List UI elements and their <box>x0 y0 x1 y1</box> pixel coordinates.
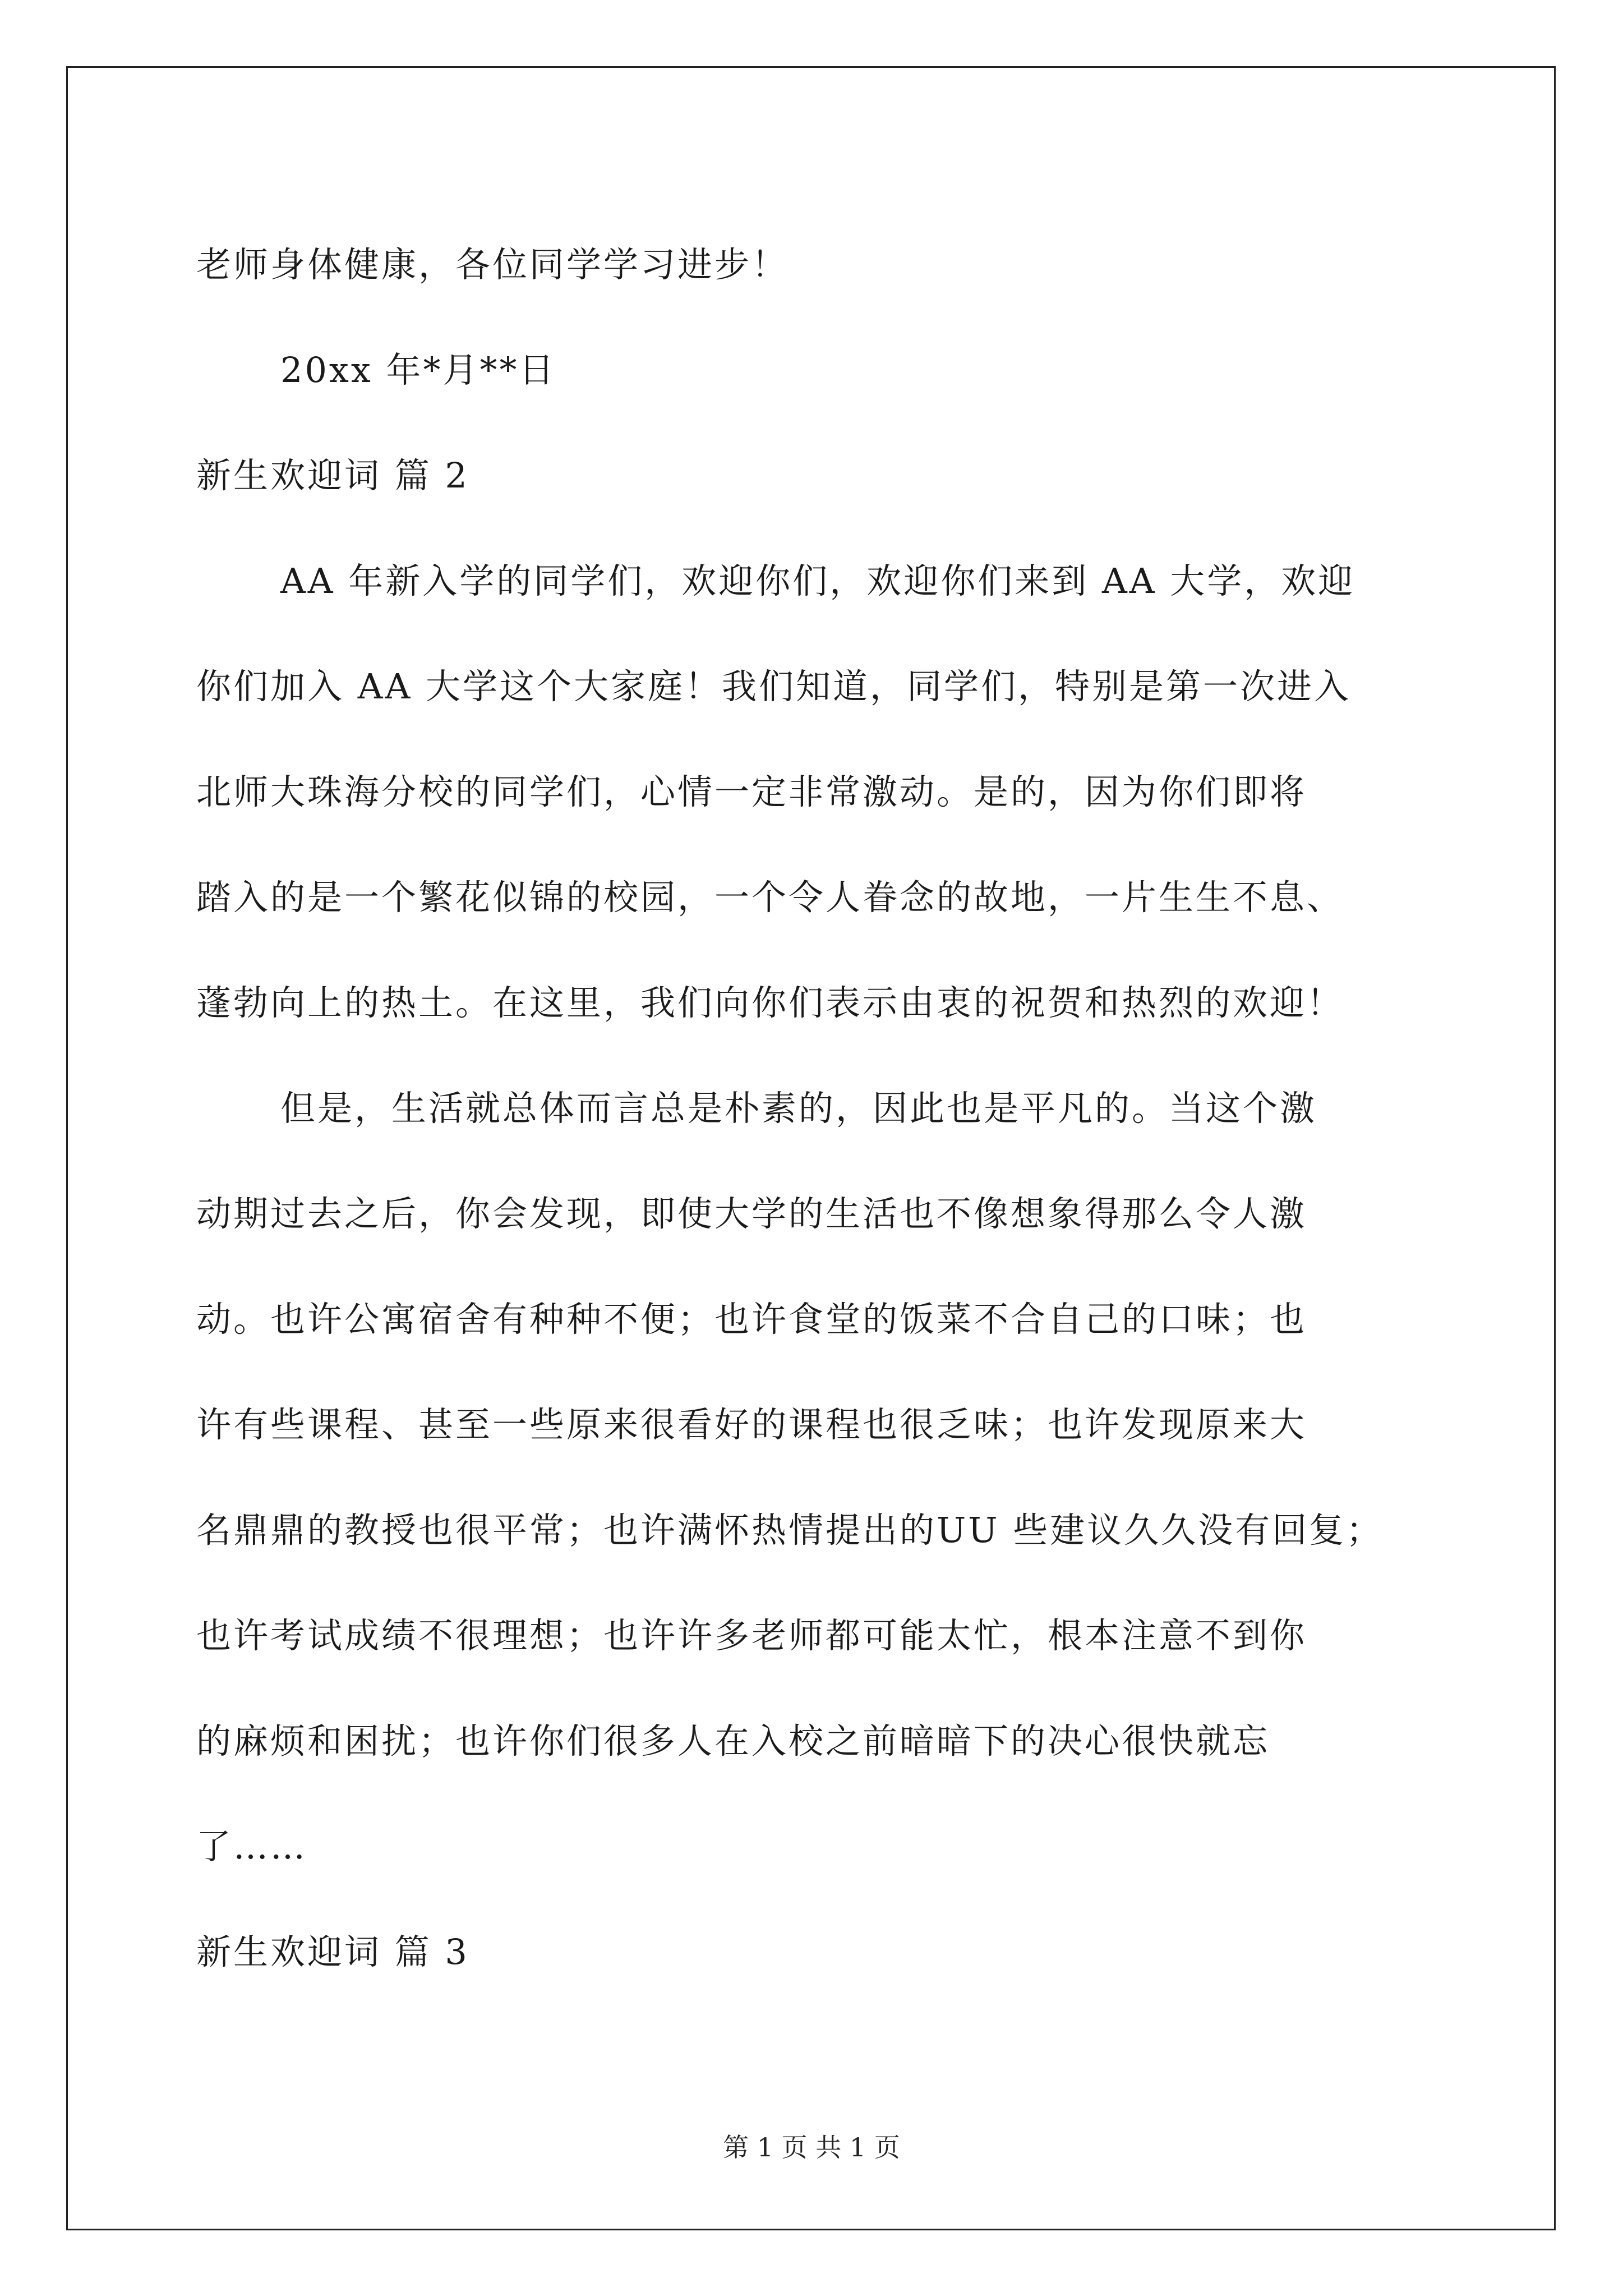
text-line: 你们加入 AA 大学这个大家庭！我们知道，同学们，特别是第一次进入 <box>196 666 1351 707</box>
section-heading-3: 新生欢迎词 篇 3 <box>196 1931 469 1972</box>
text-line: 许有些课程、甚至一些原来很看好的课程也很乏味；也许发现原来大 <box>196 1404 1307 1445</box>
text-line: 踏入的是一个繁花似锦的校园，一个令人眷念的故地，一片生生不息、 <box>196 877 1344 918</box>
text-line: 北师大珠海分校的同学们，心情一定非常激动。是的，因为你们即将 <box>196 771 1307 812</box>
section-heading-2: 新生欢迎词 篇 2 <box>196 455 469 496</box>
text-line: 动。也许公寓宿舍有种种不便；也许食堂的饭菜不合自己的口味；也 <box>196 1299 1307 1340</box>
text-line: 名鼎鼎的教授也很平常；也许满怀热情提出的UU 些建议久久没有回复； <box>196 1510 1384 1550</box>
text-line: 了…… <box>196 1826 308 1867</box>
text-line: 老师身体健康，各位同学学习进步！ <box>196 244 789 285</box>
page-footer: 第 1 页 共 1 页 <box>723 2132 900 2162</box>
text-line: 也许考试成绩不很理想；也许许多老师都可能太忙，根本注意不到你 <box>196 1615 1307 1656</box>
text-line: 蓬勃向上的热土。在这里，我们向你们表示由衷的祝贺和热烈的欢迎！ <box>196 982 1344 1023</box>
text-line: 的麻烦和困扰；也许你们很多人在入校之前暗暗下的决心很快就忘 <box>196 1720 1270 1761</box>
document-body <box>196 212 1430 2005</box>
text-line: 但是，生活就总体而言总是朴素的，因此也是平凡的。当这个激 <box>280 1088 1317 1129</box>
text-line: 动期过去之后，你会发现，即使大学的生活也不像想象得那么令人激 <box>196 1193 1307 1234</box>
text-line: AA 年新入学的同学们，欢迎你们，欢迎你们来到 AA 大学，欢迎 <box>280 560 1355 601</box>
date-line: 20xx 年*月**日 <box>280 349 556 390</box>
